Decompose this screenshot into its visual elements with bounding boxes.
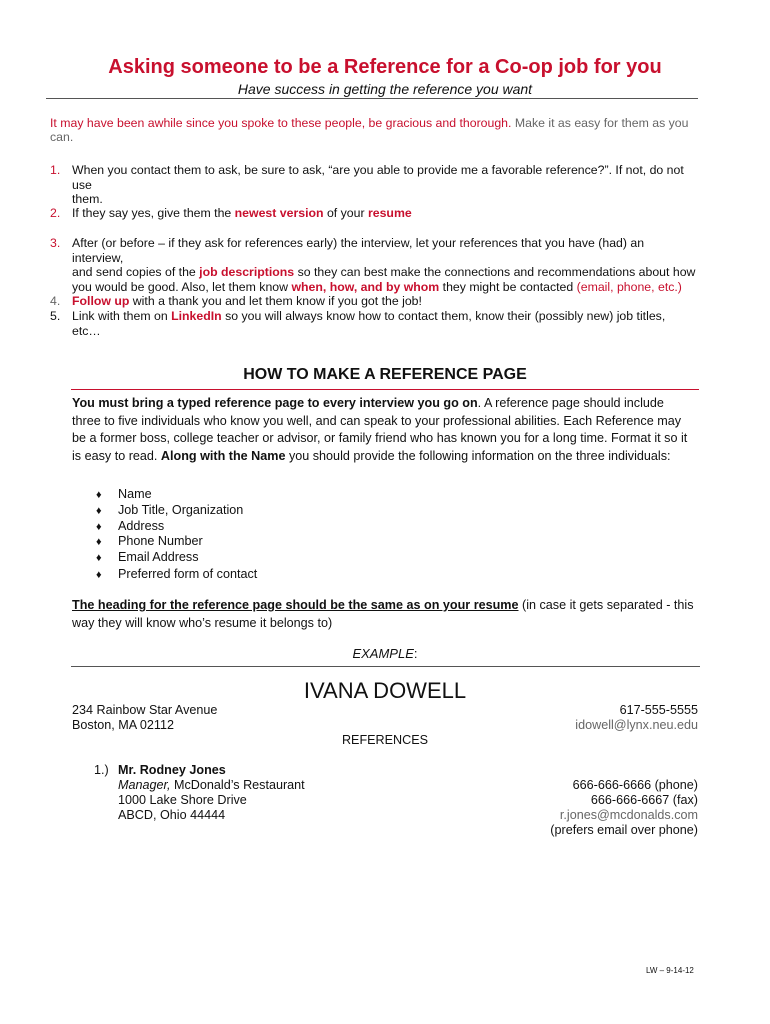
sample-email: idowell@lynx.neu.edu	[575, 718, 698, 732]
reference-page-paragraph: You must bring a typed reference page to every interview you go on. A reference page should include three to five individuals who know you well, and can speak to your professional abilities. Each Reference may be a former boss, college teacher or advisor, or family friend who has known you for a long time. Format it so it is easy to read. Along with the Name you should provide the following information on the three individuals:	[72, 396, 688, 463]
diamond-bullet-icon: ♦	[96, 521, 102, 533]
step-text: After (or before – if they ask for references early) the interview, let your references that you have (had) an interview, and send copies of the job descriptions so they can best make the connections and recommendations about how you would be good. Also, let them know when, how, and by whom they might be contacted (email, phone, etc.)	[72, 236, 696, 295]
intro-red-text: It may have been awhile since you spoke to these people, be gracious and thorough.	[50, 116, 512, 130]
diamond-bullet-icon: ♦	[96, 505, 102, 517]
references-label: REFERENCES	[341, 733, 429, 747]
sample-contact: 617-555-5555 idowell@lynx.neu.edu	[575, 703, 698, 732]
step-2	[50, 206, 700, 222]
bullet-item: ♦ Phone Number	[96, 534, 203, 548]
bullet-item: ♦ Name	[96, 487, 152, 501]
page-footer: LW – 9-14-12	[646, 966, 694, 975]
step-number: 2.	[50, 206, 61, 220]
diamond-bullet-icon: ♦	[96, 552, 102, 564]
reference-email: r.jones@mcdonalds.com	[559, 808, 698, 822]
reference-number: 1.)	[94, 763, 109, 777]
step-number: 1.	[50, 163, 61, 177]
heading-instruction-paragraph: The heading for the reference page should be the same as on your resume (in case it gets separated - this way they will know who’s resume it belongs to)	[72, 598, 694, 630]
bullet-item: ♦ Job Title, Organization	[96, 503, 244, 517]
page-title: Asking someone to be a Reference for a Co-op job for you	[108, 56, 662, 78]
step-5	[50, 309, 700, 338]
reference-details: Mr. Rodney Jones Manager, McDonald’s Restaurant 1000 Lake Shore Drive ABCD, Ohio 44444	[118, 763, 305, 822]
page-subtitle: Have success in getting the reference you want	[237, 81, 533, 97]
intro-gray-text: Make it as easy for them as you can.	[50, 116, 689, 144]
bullet-item: ♦ Preferred form of contact	[96, 567, 258, 581]
diamond-bullet-icon: ♦	[96, 489, 102, 501]
step-4	[50, 294, 700, 310]
step-number: 4.	[50, 294, 61, 308]
step-number: 5.	[50, 309, 61, 323]
step-3	[50, 236, 700, 295]
bullet-item: ♦ Address	[96, 519, 165, 533]
sample-name: IVANA DOWELL	[303, 678, 467, 703]
step-text: If they say yes, give them the newest version of your resume	[72, 206, 412, 220]
step-text: Link with them on LinkedIn so you will always know how to contact them, know their (possibly new) job titles, etc…	[72, 309, 666, 338]
bullet-item: ♦ Email Address	[96, 550, 199, 564]
section-divider	[71, 389, 699, 390]
diamond-bullet-icon: ♦	[96, 536, 102, 548]
title-divider	[46, 98, 698, 99]
reference-contact: 666-666-6666 (phone) 666-666-6667 (fax) r.jones@mcdonalds.com (prefers email over phone)	[550, 778, 698, 837]
intro-paragraph	[50, 116, 690, 144]
step-text: When you contact them to ask, be sure to ask, “are you able to provide me a favorable reference?”. If not, do not use them.	[72, 163, 684, 207]
example-divider	[71, 666, 700, 667]
diamond-bullet-icon: ♦	[96, 569, 102, 581]
step-number: 3.	[50, 236, 61, 250]
step-text: Follow up with a thank you and let them know if you got the job!	[72, 294, 422, 308]
step-1	[50, 163, 700, 207]
example-label: EXAMPLE:	[352, 646, 418, 661]
sample-address: 234 Rainbow Star Avenue Boston, MA 02112	[72, 703, 218, 732]
section-heading: HOW TO MAKE A REFERENCE PAGE	[243, 366, 527, 383]
